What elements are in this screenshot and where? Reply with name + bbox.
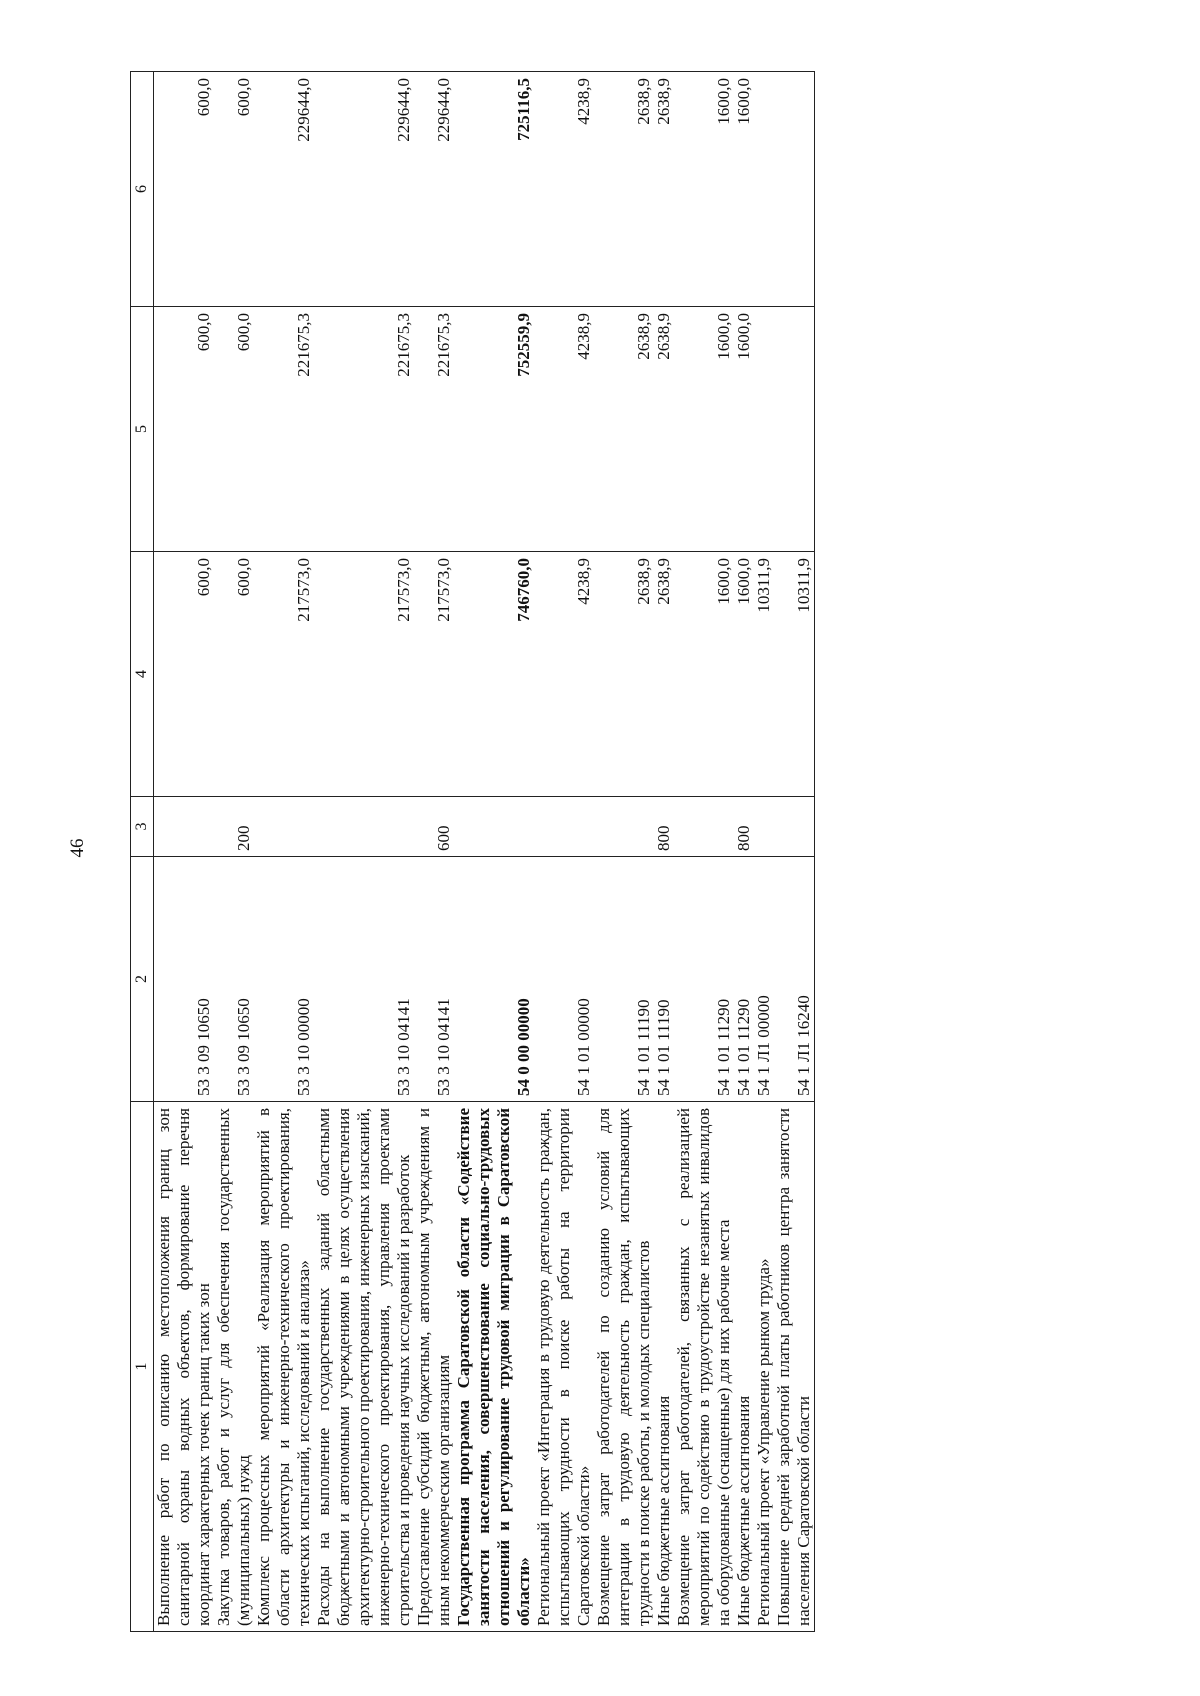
row-group-values-6 bbox=[594, 72, 674, 307]
row-value-6: 600,0 bbox=[214, 72, 254, 307]
table-row bbox=[254, 72, 314, 1632]
row-name: Комплекс процессных мероприятий «Реализация мероприятий в области архитектуры и инженерно-технического проектирования, технических испытаний, исследований и анализа» bbox=[254, 1102, 314, 1632]
row-value-5 bbox=[774, 307, 815, 552]
row-value-6: 1600,0 bbox=[714, 78, 733, 125]
row-name: Закупка товаров, работ и услуг для обеспечения государственных (муниципальных) нужд bbox=[214, 1102, 254, 1632]
row-group-values-4 bbox=[594, 552, 674, 797]
row-group-codes bbox=[674, 857, 774, 1102]
row-name: Региональный проект «Управление рынком труда» bbox=[754, 1258, 773, 1626]
row-value-5: 221675,3 bbox=[254, 307, 314, 552]
budget-table bbox=[130, 71, 815, 1632]
row-kind bbox=[154, 797, 215, 857]
row-code: 54 1 Л1 00000 bbox=[754, 995, 773, 1096]
row-value-6: 600,0 bbox=[154, 72, 215, 307]
header-cell: 1 bbox=[131, 1102, 154, 1632]
row-code: 54 0 00 00000 bbox=[454, 857, 534, 1102]
row-group-kinds bbox=[674, 797, 774, 857]
row-value-4: 217573,0 bbox=[254, 552, 314, 797]
row-kind: 600 bbox=[414, 797, 454, 857]
row-kind bbox=[774, 797, 815, 857]
row-value-6: 2638,9 bbox=[654, 78, 673, 125]
row-value-5 bbox=[754, 313, 774, 546]
row-value-5: 600,0 bbox=[214, 307, 254, 552]
row-value-4: 600,0 bbox=[154, 552, 215, 797]
row-value-5: 2638,9 bbox=[654, 313, 673, 360]
row-group-names bbox=[594, 1102, 674, 1632]
row-kind bbox=[534, 797, 594, 857]
row-value-5: 4238,9 bbox=[534, 307, 594, 552]
row-name: Региональный проект «Интеграция в трудовую деятельность граждан, испытывающих трудности в поиске работы на территории Саратовской области» bbox=[534, 1102, 594, 1632]
row-value-6: 4238,9 bbox=[534, 72, 594, 307]
row-value-5: 1600,0 bbox=[714, 313, 733, 360]
row-value-5: 221675,3 bbox=[414, 307, 454, 552]
row-value-5: 600,0 bbox=[154, 307, 215, 552]
row-value-5: 2638,9 bbox=[634, 313, 653, 360]
header-cell: 6 bbox=[131, 72, 154, 307]
row-code: 54 1 01 11290 bbox=[714, 998, 733, 1096]
table-row-program bbox=[454, 72, 534, 1632]
header-cell: 3 bbox=[131, 797, 154, 857]
row-value-6 bbox=[774, 72, 815, 307]
row-name: Повышение средней заработной платы работников центра занятости населения Саратовской области bbox=[774, 1102, 815, 1632]
row-kind: 200 bbox=[214, 797, 254, 857]
row-name: Выполнение работ по описанию местоположения границ зон санитарной охраны водных объектов, формирование перечня координат характерных точек границ таких зон bbox=[154, 1102, 215, 1632]
table-row bbox=[414, 72, 454, 1632]
row-group-values-5 bbox=[594, 307, 674, 552]
row-code: 54 1 01 11190 bbox=[634, 999, 653, 1096]
table-row bbox=[154, 72, 215, 1632]
row-group-values-4 bbox=[674, 552, 774, 797]
row-kind bbox=[634, 803, 654, 851]
row-name: Иные бюджетные ассигнования bbox=[734, 1395, 753, 1626]
header-row bbox=[131, 72, 154, 1632]
row-code: 53 3 09 10650 bbox=[154, 857, 215, 1102]
row-name: Расходы на выполнение государственных заданий областными бюджетными и автономными учреждениями в целях осуществления архитектурно-строительного проектирования, инженерных изысканий, инженерно-технического проектирования, управления проектами строительства и проведения научных исследований и разработок bbox=[314, 1102, 414, 1632]
row-code: 54 1 01 00000 bbox=[534, 857, 594, 1102]
row-name: Возмещение затрат работодателей по созданию условий для интеграции в трудовую деятельность граждан, испытывающих трудности в поиске работы, и молодых специалистов bbox=[594, 1108, 653, 1626]
row-code: 53 3 10 00000 bbox=[254, 857, 314, 1102]
row-value-4: 2638,9 bbox=[634, 558, 653, 605]
table-row-group bbox=[674, 72, 774, 1632]
row-name: Предоставление субсидий бюджетным, автономным учреждениям и иным некоммерческим организациям bbox=[414, 1102, 454, 1632]
row-value-4: 1600,0 bbox=[734, 558, 753, 605]
row-kind bbox=[314, 797, 414, 857]
row-value-4: 10311,9 bbox=[754, 558, 773, 613]
row-value-5: 221675,3 bbox=[314, 307, 414, 552]
row-value-6: 2638,9 bbox=[634, 78, 653, 125]
row-name: Возмещение затрат работодателей, связанных с реализацией мероприятий по содействию в трудоустройстве незанятых инвалидов на оборудованные (оснащенные) для них рабочие места bbox=[674, 1108, 733, 1626]
row-group-values-6 bbox=[674, 72, 774, 307]
row-value-4: 746760,0 bbox=[454, 552, 534, 797]
row-value-4: 1600,0 bbox=[714, 558, 733, 605]
row-kind bbox=[754, 803, 774, 851]
row-kind: 800 bbox=[654, 825, 673, 851]
row-value-6: 1600,0 bbox=[734, 78, 753, 125]
row-value-6: 229644,0 bbox=[314, 72, 414, 307]
row-value-4: 217573,0 bbox=[414, 552, 454, 797]
row-name: Государственная программа Саратовской области «Содействие занятости населения, совершенствование социально-трудовых отношений и регулирование трудовой миграции в Саратовской области» bbox=[454, 1102, 534, 1632]
row-code: 53 3 09 10650 bbox=[214, 857, 254, 1102]
row-value-6: 725116,5 bbox=[454, 72, 534, 307]
row-code: 54 1 01 11290 bbox=[734, 998, 753, 1096]
page-number: 46 bbox=[67, 838, 88, 858]
row-code: 54 1 01 11190 bbox=[654, 999, 673, 1096]
row-value-4: 10311,9 bbox=[774, 552, 815, 797]
row-value-6: 229644,0 bbox=[254, 72, 314, 307]
row-kind: 800 bbox=[734, 825, 753, 851]
row-value-4: 4238,9 bbox=[534, 552, 594, 797]
row-value-4: 217573,0 bbox=[314, 552, 414, 797]
rotated-document bbox=[130, 72, 1170, 1632]
table-row bbox=[774, 72, 815, 1632]
row-kind bbox=[714, 803, 734, 851]
row-group-kinds bbox=[594, 797, 674, 857]
row-group-names bbox=[674, 1102, 774, 1632]
table-row bbox=[314, 72, 414, 1632]
table-row-group bbox=[594, 72, 674, 1632]
row-value-6 bbox=[754, 78, 774, 301]
row-name: Иные бюджетные ассигнования bbox=[654, 1395, 673, 1626]
row-group-values-5 bbox=[674, 307, 774, 552]
row-value-4: 600,0 bbox=[214, 552, 254, 797]
row-value-5: 1600,0 bbox=[734, 313, 753, 360]
table-row bbox=[534, 72, 594, 1632]
table-row bbox=[214, 72, 254, 1632]
row-group-codes bbox=[594, 857, 674, 1102]
row-kind bbox=[454, 797, 534, 857]
header-cell: 5 bbox=[131, 307, 154, 552]
header-cell: 4 bbox=[131, 552, 154, 797]
row-value-5: 752559,9 bbox=[454, 307, 534, 552]
row-value-4: 2638,9 bbox=[654, 558, 673, 605]
row-value-6: 229644,0 bbox=[414, 72, 454, 307]
row-code: 54 1 Л1 16240 bbox=[774, 857, 815, 1102]
row-kind bbox=[254, 797, 314, 857]
header-cell: 2 bbox=[131, 857, 154, 1102]
row-code: 53 3 10 04141 bbox=[414, 857, 454, 1102]
row-code: 53 3 10 04141 bbox=[314, 857, 414, 1102]
